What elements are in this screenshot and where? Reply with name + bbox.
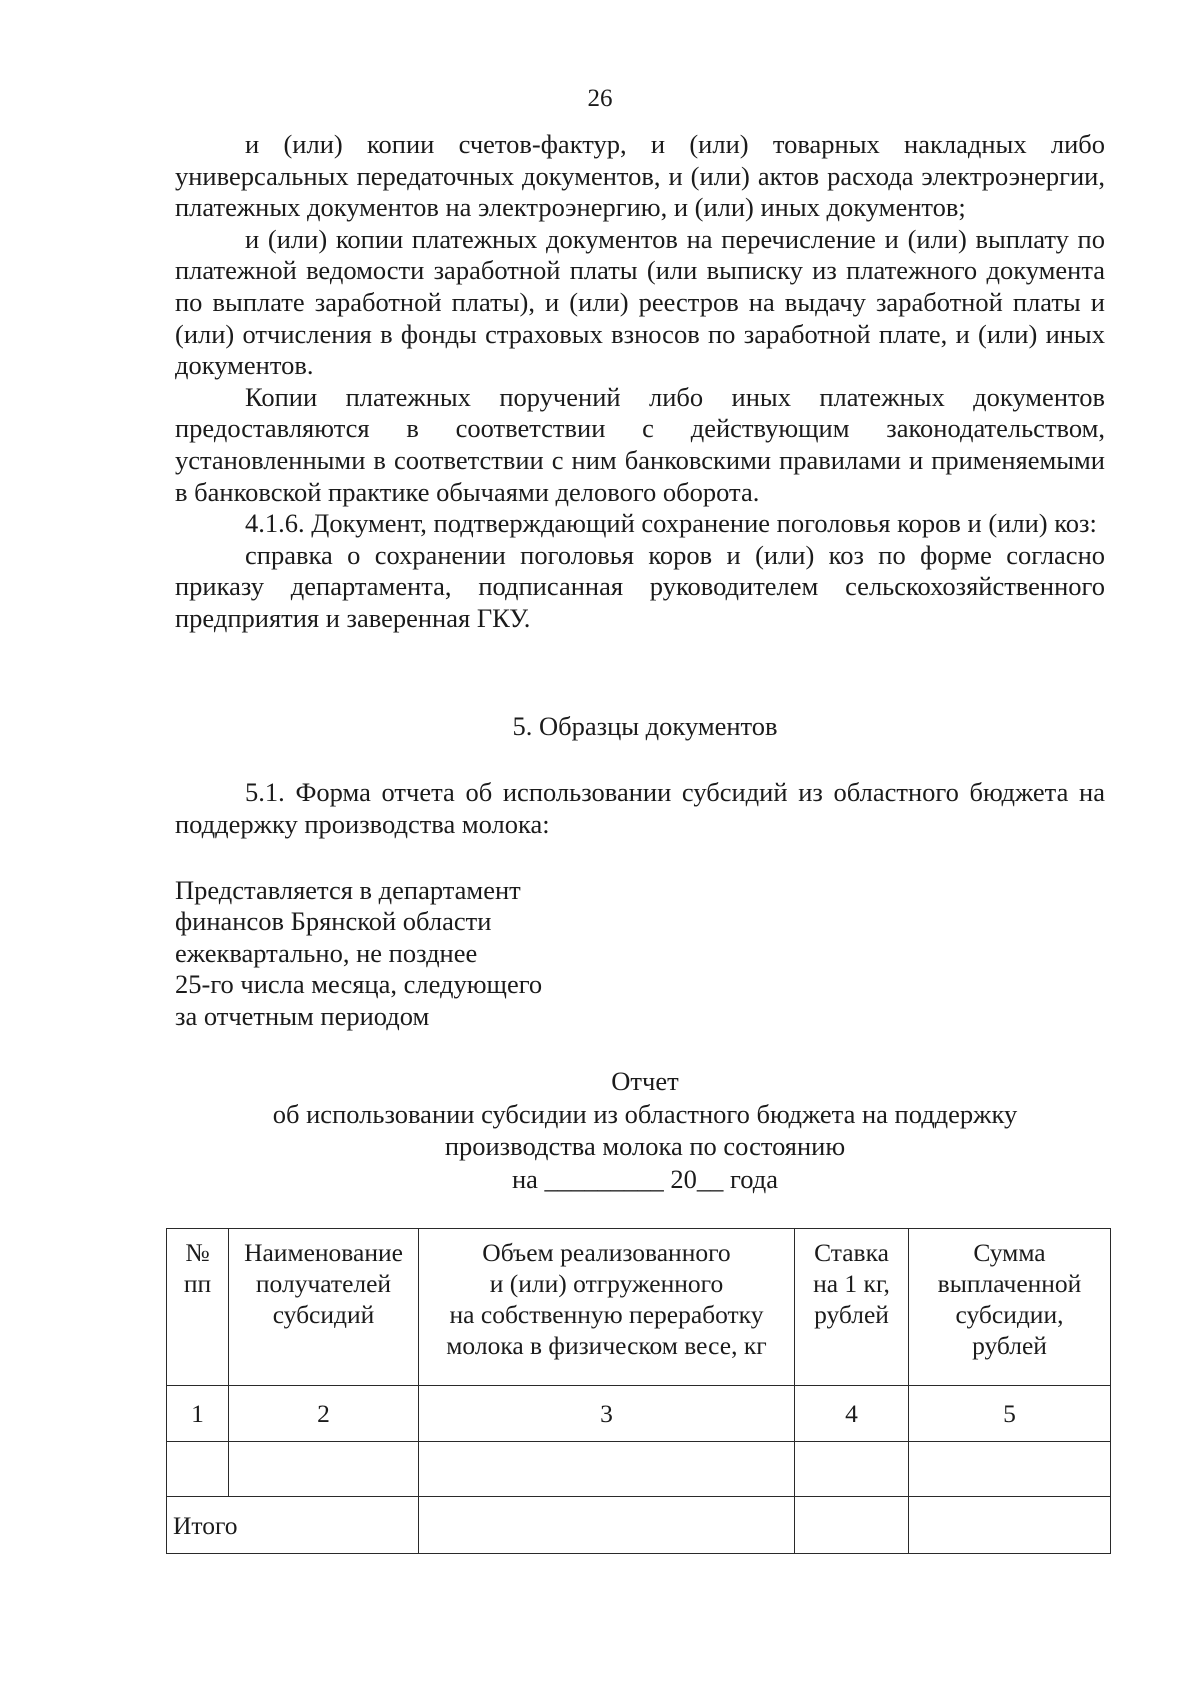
header-cell-milk-volume: Объем реализованного и (или) отгруженного на собственную переработку молока в физическом весе, кг: [419, 1229, 795, 1386]
body-text-block: [175, 129, 1105, 635]
total-row: [167, 1497, 1111, 1554]
paragraph-4-1-6: 4.1.6. Документ, подтверждающий сохранение поголовья коров и (или) коз:: [245, 508, 1097, 539]
column-number-cell: 5: [909, 1386, 1111, 1442]
empty-cell: [229, 1442, 419, 1497]
empty-cell: [795, 1497, 909, 1554]
header-cell-number: № пп: [167, 1229, 229, 1386]
report-table: [166, 1228, 1111, 1554]
paragraph-payment-orders: Копии платежных поручений либо иных платежных документов предоставляются в соответствии с действующим законодательством, установленными в соответствии с ним банковскими правилами и применяемыми в банковской практике обычаями делового оборота.: [175, 381, 1105, 507]
table-row: [167, 1442, 1111, 1497]
report-title-line: производства молока по состоянию: [444, 1131, 846, 1161]
submission-note-line: за отчетным периодом: [175, 1000, 430, 1031]
report-title-date-line: на _________ 20__ года: [511, 1163, 778, 1194]
submission-note-line: финансов Брянской области: [175, 906, 492, 937]
form-intro-paragraph: 5.1. Форма отчета об использовании субсидий из областного бюджета на поддержку производства молока:: [175, 777, 1105, 839]
header-cell-recipient-name: Наименование получателей субсидий: [229, 1229, 419, 1386]
empty-cell: [419, 1442, 795, 1497]
total-label: Итого: [167, 1497, 419, 1554]
table-header-row: [167, 1229, 1111, 1386]
empty-cell: [419, 1497, 795, 1554]
submission-note-line: 25-го числа месяца, следующего: [175, 969, 543, 1000]
column-number-cell: 1: [167, 1386, 229, 1442]
report-title: [0, 1065, 1200, 1195]
empty-cell: [909, 1442, 1111, 1497]
paragraph-livestock-certificate: справка о сохранении поголовья коров и (или) коз по форме согласно приказу департамента, подписанная руководителем сельскохозяйственного предприятия и заверенная ГКУ.: [175, 539, 1105, 633]
header-cell-subsidy-amount: Сумма выплаченной субсидии, рублей: [909, 1229, 1111, 1386]
submission-note-line: ежеквартально, не позднее: [175, 937, 478, 968]
empty-cell: [909, 1497, 1111, 1554]
report-title-line: об использовании субсидии из областного бюджета на поддержку: [272, 1098, 1018, 1129]
column-number-cell: 2: [229, 1386, 419, 1442]
submission-note: [175, 875, 595, 1032]
header-cell-rate: Ставка на 1 кг, рублей: [795, 1229, 909, 1386]
empty-cell: [167, 1442, 229, 1497]
column-number-cell: 4: [795, 1386, 909, 1442]
paragraph-invoices: и (или) копии счетов-фактур, и (или) товарных накладных либо универсальных передаточных документов, и (или) актов расхода электроэнергии, платежных документов на электроэнергию, и (или) иных документов;: [175, 129, 1105, 223]
section-heading: 5. Образцы документов: [512, 711, 778, 741]
paragraph-payroll: и (или) копии платежных документов на перечисление и (или) выплату по платежной ведомости заработной платы (или выписку из платежного документа по выплате заработной платы), и (или) реестров на выдачу заработной платы и (или) отчисления в фонды страховых взносов по заработной плате, и (или) иных документов.: [175, 223, 1105, 381]
column-number-cell: 3: [419, 1386, 795, 1442]
column-number-row: [167, 1386, 1111, 1442]
empty-cell: [795, 1442, 909, 1497]
page-number: 26: [587, 85, 613, 112]
submission-note-line: Представляется в департамент: [175, 875, 521, 905]
report-title-line: Отчет: [611, 1066, 679, 1096]
